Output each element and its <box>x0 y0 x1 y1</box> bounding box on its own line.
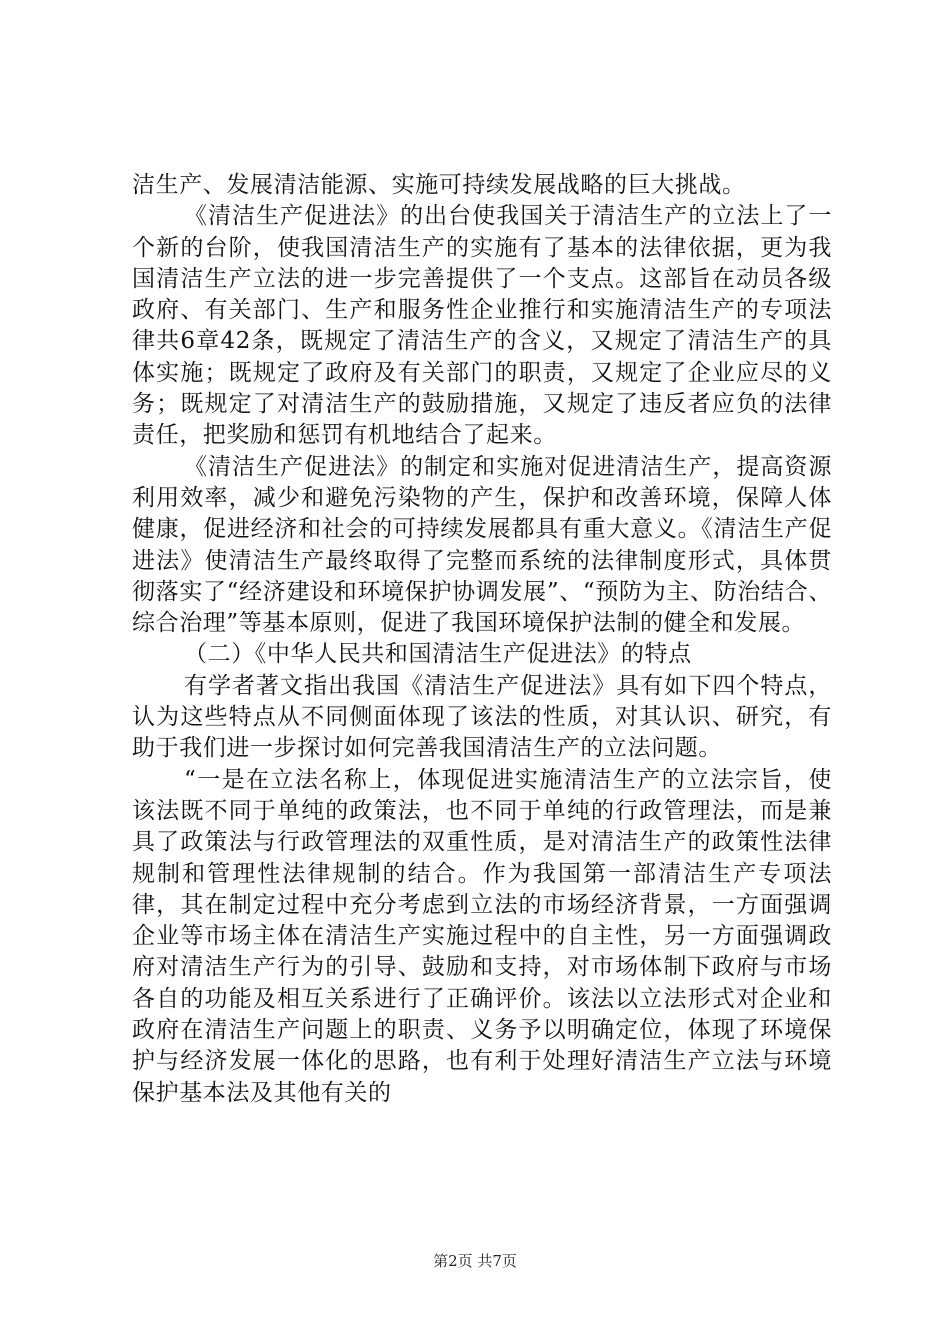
paragraph-4: 有学者著文指出我国《清洁生产促进法》具有如下四个特点，认为这些特点从不同侧面体现了该法的性质，对其认识、研究，有助于我们进一步探讨如何完善我国清洁生产的立法问题。 <box>132 672 832 762</box>
section-heading: （二）《中华人民共和国清洁生产促进法》的特点 <box>184 641 692 668</box>
document-body <box>132 170 832 1109</box>
paragraph-2: 《清洁生产促进法》的出台使我国关于清洁生产的立法上了一个新的台阶，使我国清洁生产的实施有了基本的法律依据，更为我国清洁生产立法的进一步完善提供了一个支点。这部旨在动员各级政府、有关部门、生产和服务性企业推行和实施清洁生产的专项法律共6章42条，既规定了清洁生产的含义，又规定了清洁生产的具体实施；既规定了政府及有关部门的职责，又规定了企业应尽的义务；既规定了对清洁生产的鼓励措施，又规定了违反者应负的法律责任，把奖励和惩罚有机地结合了起来。 <box>132 203 832 449</box>
paragraph-3: 《清洁生产促进法》的制定和实施对促进清洁生产，提高资源利用效率，减少和避免污染物的产生，保护和改善环境，保障人体健康，促进经济和社会的可持续发展都具有重大意义。《清洁生产促进法》使清洁生产最终取得了完整而系统的法律制度形式，具体贯彻落实了“经济建设和环境保护协调发展”、“预防为主、防治结合、综合治理”等基本原则，促进了我国环境保护法制的健全和发展。 <box>132 453 832 637</box>
page-footer: 第2页 共7页 <box>433 1252 517 1270</box>
paragraph-1: 洁生产、发展清洁能源、实施可持续发展战略的巨大挑战。 <box>132 172 746 198</box>
paragraph-5: “一是在立法名称上，体现促进实施清洁生产的立法宗旨，使该法既不同于单纯的政策法，也不同于单纯的行政管理法，而是兼具了政策法与行政管理法的双重性质，是对清洁生产的政策性法律规制和管理性法律规制的结合。作为我国第一部清洁生产专项法律，其在制定过程中充分考虑到立法的市场经济背景，一方面强调企业等市场主体在清洁生产实施过程中的自主性，另一方面强调政府对清洁生产行为的引导、鼓励和支持，对市场体制下政府与市场各自的功能及相互关系进行了正确评价。该法以立法形式对企业和政府在清洁生产问题上的职责、义务予以明确定位，体现了环境保护与经济发展一体化的思路，也有利于处理好清洁生产立法与环境保护基本法及其他有关的 <box>132 766 832 1106</box>
